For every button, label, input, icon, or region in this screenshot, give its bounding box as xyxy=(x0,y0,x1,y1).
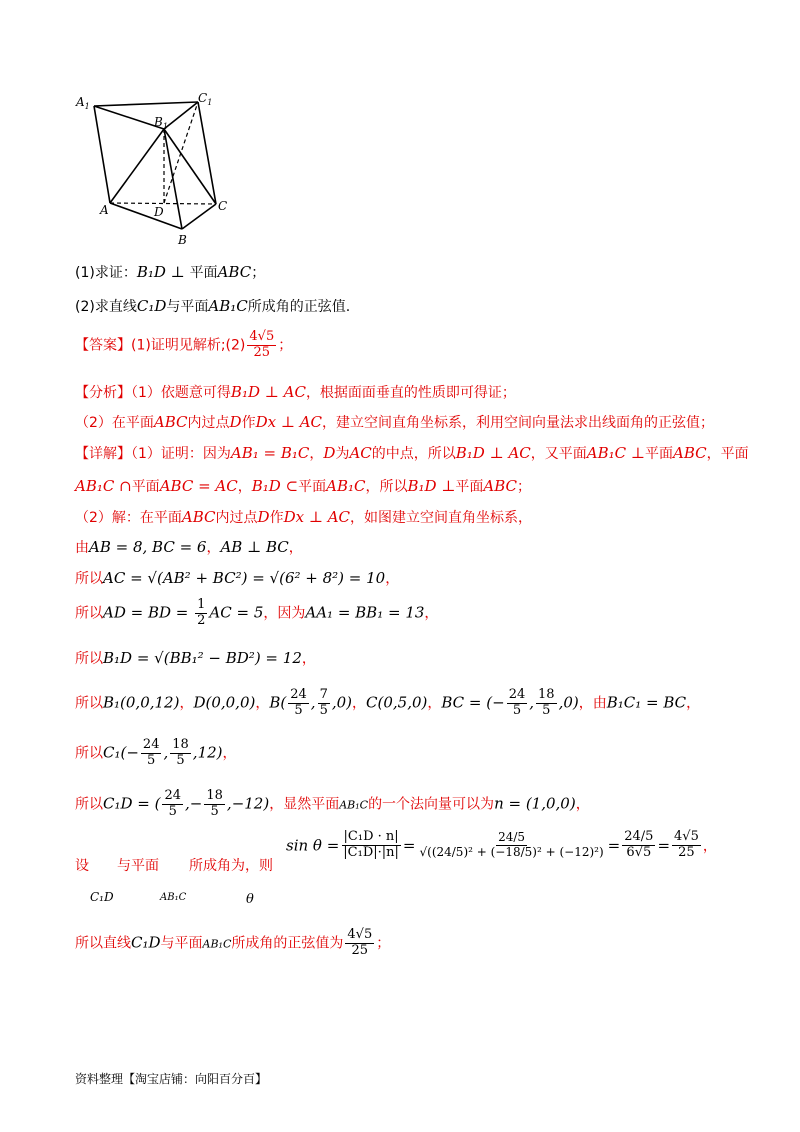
detail-line-2: AB₁C ∩平面ABC = AC，B₁D ⊂平面AB₁C，所以B₁D ⊥平面ABC； xyxy=(75,477,532,495)
label-a1: $A_1$ xyxy=(76,95,90,111)
analysis-tag: 【分析】 xyxy=(75,385,131,401)
label-d: D xyxy=(154,205,164,219)
solution-line-3: 所以AD = BD = $\frac{1}{2}$ AC = 5，因为AA₁ = BB₁ = 13， xyxy=(75,597,439,628)
solution-line-4: 所以B₁D = √(BB₁² − BD²) = 12， xyxy=(75,649,316,667)
solution-line-8: 设 与平面 所成角为，则 xyxy=(75,858,273,874)
answer-tag: 【答案】 xyxy=(75,337,131,354)
sin-theta-formula: sin θ = $\frac{\text{|C₁D · n|}}{\text{|C₁D|·|n|}}$ = $\frac{24/5}{\text{√((24/5)² + (−18/5)² + (−12)²)}}$ = $\frac{24/5}{6√5}$ = $\frac{4√5}{25}$ ， xyxy=(286,829,717,860)
answer-line: 【答案】(1)证明见解析;(2) $\frac{4√5}{25}$ ； xyxy=(75,329,293,360)
edge-b1c xyxy=(164,129,216,204)
detail-tag: 【详解】 xyxy=(75,446,131,462)
edge-aa1 xyxy=(94,106,110,203)
footer-source: 资料整理【淘宝店铺：向阳百分百】 xyxy=(75,1072,268,1086)
label-b: B xyxy=(178,233,187,247)
prism-figure xyxy=(70,90,250,250)
edge-cc1 xyxy=(198,102,216,204)
solution-line-5: 所以B₁(0,0,12)，D(0,0,0)，B( $\frac{24}{5}$ , $\frac{7}{5}$ ,0)，C(0,5,0)，BC = (− $\frac{24}{5}$ , $\frac{18}{5}$ ,0)，由B₁C₁ = BC， xyxy=(75,687,701,718)
edge-ab xyxy=(110,203,182,229)
edge-a1c1 xyxy=(94,102,198,106)
question-1: (1)求证：B₁D ⊥ 平面ABC； xyxy=(75,263,266,281)
analysis-line-2: （2）在平面ABC内过点D作Dx ⊥ AC，建立空间直角坐标系，利用空间向量法求出线面角的正弦值； xyxy=(75,413,715,431)
label-a: A xyxy=(100,203,109,217)
solution-line-6: 所以C₁(− $\frac{24}{5}$ , $\frac{18}{5}$ ,12)， xyxy=(75,737,237,768)
solution-line-2: 所以AC = √(AB² + BC²) = √(6² + 8²) = 10， xyxy=(75,569,400,587)
solution-line-1: 由AB = 8, BC = 6，AB ⊥ BC， xyxy=(75,538,303,556)
edge-bc xyxy=(182,204,216,229)
label-c1: $C_1$ xyxy=(198,91,213,107)
analysis-line-1: 【分析】（1）依题意可得B₁D ⊥ AC，根据面面垂直的性质即可得证； xyxy=(75,383,516,401)
detail-line-3: （2）解：在平面ABC内过点D作Dx ⊥ AC，如图建立空间直角坐标系， xyxy=(75,508,533,526)
detail-line-1: 【详解】（1）证明：因为AB₁ = B₁C，D为AC的中点，所以B₁D ⊥ AC，又平面AB₁C ⊥平面ABC，平面 xyxy=(75,444,749,462)
question-2: (2)求直线C₁D与平面AB₁C所成角的正弦值. xyxy=(75,297,351,315)
sub-c1d: C₁D xyxy=(90,890,114,904)
edge-bb1 xyxy=(164,129,182,229)
sub-ab1c: AB₁C xyxy=(160,892,187,903)
label-c: C xyxy=(218,199,228,213)
solution-line-9: 所以直线C₁D与平面AB₁C所成角的正弦值为 $\frac{4√5}{25}$ ； xyxy=(75,927,391,958)
edge-ac-dashed xyxy=(110,203,216,204)
label-b1: $B_1$ xyxy=(154,115,168,131)
solution-line-7: 所以C₁D = ( $\frac{24}{5}$ ,− $\frac{18}{5}$ ,−12)，显然平面AB₁C的一个法向量可以为n = (1,0,0)， xyxy=(75,788,590,819)
edge-ab1 xyxy=(110,129,164,203)
sub-theta: θ xyxy=(246,892,254,907)
